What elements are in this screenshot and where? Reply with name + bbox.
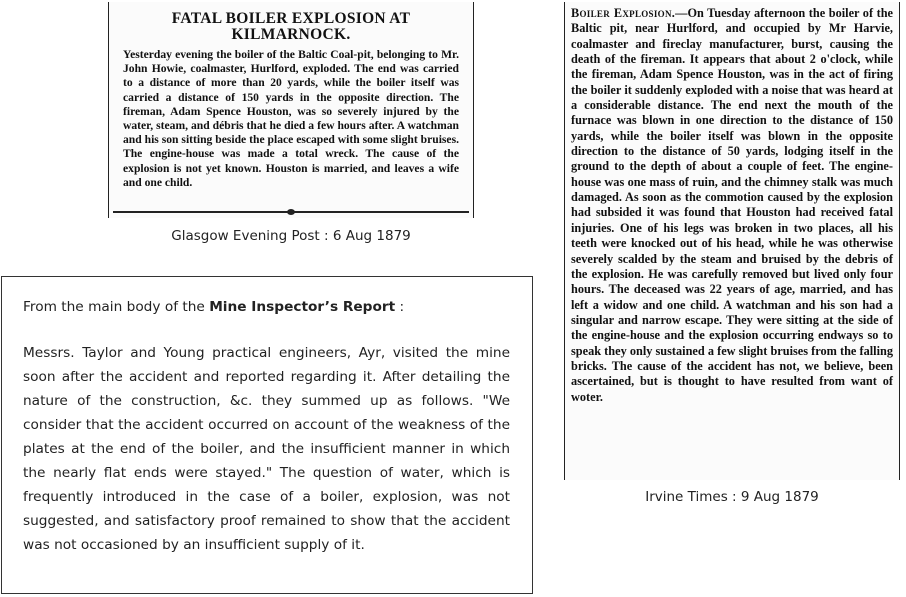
clipping-body-text: Yesterday evening the boiler of the Baltic Coal-pit, belonging to Mr. John Howie, coalmaster, Hurlford, exploded. The end was carried to a distance of more than 20 yards, while the boiler itself was carried a distance of 150 yards in the opposite direction. The fireman, Adam Spence Houston, was so severely injured by the water, steam, and débris that he died a few hours after. A watchman and his son sitting beside the place escaped with some slight bruises. The engine-house was made a total wreck. The cause of the explosion is not yet known. Houston is married, and leaves a wife and one child. [123, 48, 459, 189]
clipping-body-text-irvine [571, 6, 893, 405]
report-paragraph: Messrs. Taylor and Young practical engineers, Ayr, visited the mine soon after the accident and reported regarding it. After detailing the nature of the construction, &c. they summed up as follows. "We consider that the accident occurred on account of the weakness of the plates at the end of the boiler, and the insufficient manner in which the nearly flat ends were stayed." The question of water, which is frequently introduced in the case of a boiler, explosion, was not suggested, and satisfactory proof remained to show that the accident was not occasioned by an insufficient supply of it. [23, 345, 510, 553]
newspaper-clipping-irvine [564, 2, 900, 480]
ornamental-rule [113, 211, 469, 213]
clipping-headline: FATAL BOILER EXPLOSION AT KILMARNOCK. [171, 10, 411, 43]
report-intro [23, 295, 510, 319]
clipping-caption-irvine: Irvine Times : 9 Aug 1879 [645, 489, 819, 505]
newspaper-clipping-glasgow [108, 2, 474, 218]
report-intro-colon: : [395, 299, 405, 315]
clipping-body-irvine: —On Tuesday afternoon the boiler of the Baltic pit, near Hurlford, and occupied by Mr Harvie, coalmaster and fireclay manufacturer, burst, causing the death of the fireman. It appears that about 2 o'clock, while the fireman, Adam Spence Houston, was in the act of firing the boiler it suddenly exploded with a noise that was heard at a considerable distance. The end next the mouth of the furnace was blown in one direction to the distance of 150 yards, while the boiler itself was blown in the opposite direction to the distance of 50 yards, lodging itself in the ground to the depth of about a couple of feet. The engine-house was one mass of ruin, and the chimney stalk was much damaged. As soon as the commotion caused by the explosion had subsided it was found that Houston had received fatal injuries. One of his legs was broken in two places, all his teeth were knocked out of his head, while he was otherwise severely scalded by the steam and bruised by the debris of the explosion. He was carefully removed but lived only four hours. The deceased was 22 years of age, married, and has left a widow and one child. A watchman and his son had a singular and narrow escape. They were sitting at the side of the engine-house and the explosion occurring endways so to speak they only sustained a few slight bruises from the falling bricks. The cause of the accident has not, we believe, been ascertained, but is thought to have resulted from want of woter. [571, 6, 893, 404]
clipping-headline-irvine: Boiler Explosion. [571, 6, 676, 20]
clipping-caption-glasgow: Glasgow Evening Post : 6 Aug 1879 [171, 228, 411, 244]
report-title: Mine Inspector’s Report [209, 299, 396, 315]
mine-inspector-report-box [1, 276, 533, 594]
report-intro-text: From the main body of the [23, 299, 210, 315]
